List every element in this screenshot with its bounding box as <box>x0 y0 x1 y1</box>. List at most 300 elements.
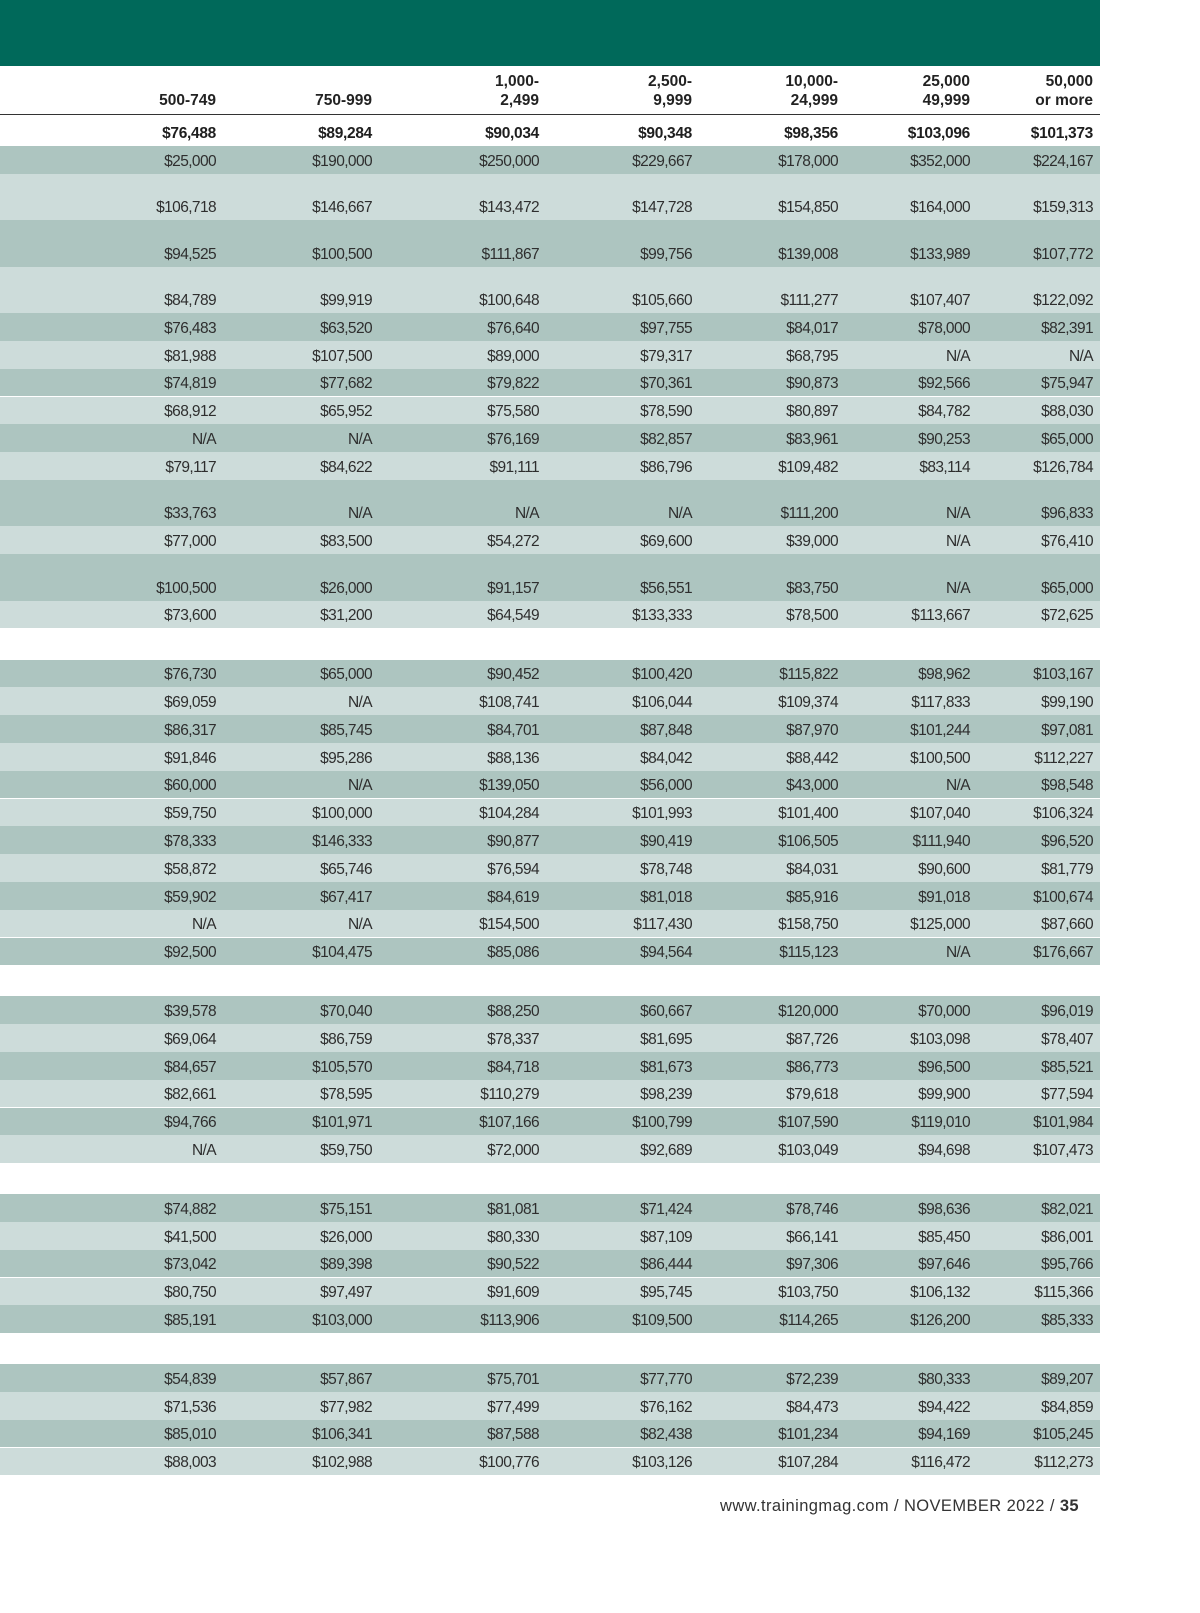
table-cell: $105,245 <box>1033 1426 1093 1444</box>
table-row <box>0 743 1100 771</box>
table-cell: $85,333 <box>1041 1312 1093 1330</box>
table-cell: $98,636 <box>918 1200 970 1218</box>
table-cell: $78,337 <box>487 1030 539 1048</box>
table-cell: $139,050 <box>479 777 539 795</box>
table-cell: $69,059 <box>164 694 216 712</box>
table-cell: $126,784 <box>1033 458 1093 476</box>
table-cell: $100,799 <box>632 1114 692 1132</box>
table-cell: $97,646 <box>918 1256 970 1274</box>
table-cell: $107,473 <box>1033 1142 1093 1160</box>
table-cell: $84,657 <box>164 1058 216 1076</box>
table-cell: $82,021 <box>1041 1200 1093 1218</box>
table-cell: $109,374 <box>778 694 838 712</box>
table-cell: N/A <box>514 505 539 523</box>
table-cell: $89,398 <box>320 1256 372 1274</box>
table-cell: $126,200 <box>910 1312 970 1330</box>
table-cell: $229,667 <box>632 152 692 170</box>
table-cell: $75,151 <box>320 1200 372 1218</box>
table-cell: $107,500 <box>312 347 372 365</box>
table-cell: $146,667 <box>312 199 372 217</box>
table-cell: $69,600 <box>640 533 692 551</box>
table-cell: $81,779 <box>1041 860 1093 878</box>
table-cell: $57,867 <box>320 1370 372 1388</box>
table-cell: $115,123 <box>779 944 838 962</box>
table-cell: $76,730 <box>164 666 216 684</box>
table-cell: $91,111 <box>489 458 539 476</box>
column-header-line: 10,000- <box>785 73 838 90</box>
table-cell: $111,940 <box>912 833 970 851</box>
table-cell: N/A <box>347 505 372 523</box>
column-header <box>698 72 838 110</box>
table-cell: N/A <box>945 777 970 795</box>
table-row <box>0 826 1100 854</box>
table-cell: $59,750 <box>164 805 216 823</box>
table-cell: $77,770 <box>640 1370 692 1388</box>
table-cell: $103,098 <box>910 1030 970 1048</box>
table-cell: $107,040 <box>910 805 970 823</box>
table-cell: $115,366 <box>1034 1284 1093 1302</box>
table-cell: $64,549 <box>487 607 539 625</box>
table-cell: $65,000 <box>320 666 372 684</box>
table-cell: $78,595 <box>320 1086 372 1104</box>
table-cell: $85,916 <box>786 888 838 906</box>
table-row <box>0 1024 1100 1052</box>
table-row <box>0 554 1100 601</box>
table-cell: $75,580 <box>487 403 539 421</box>
table-row <box>0 1250 1100 1278</box>
table-cell: $71,424 <box>640 1200 692 1218</box>
table-cell: $78,333 <box>164 833 216 851</box>
table-cell: $122,092 <box>1033 292 1093 310</box>
table-cell: $98,356 <box>784 124 838 142</box>
table-cell: $103,167 <box>1033 666 1093 684</box>
column-header-line: or more <box>1035 92 1093 109</box>
table-cell: $68,912 <box>164 403 216 421</box>
table-cell: $143,472 <box>479 199 539 217</box>
table-cell: $59,902 <box>164 888 216 906</box>
table-cell: $54,272 <box>487 533 539 551</box>
table-cell: $78,748 <box>640 860 692 878</box>
table-cell: $104,475 <box>312 944 372 962</box>
table-cell: $147,728 <box>632 199 692 217</box>
table-cell: $88,030 <box>1041 403 1093 421</box>
table-cell: $77,682 <box>320 375 372 393</box>
table-cell: $178,000 <box>778 152 838 170</box>
table-row <box>0 267 1100 314</box>
table-cell: $106,324 <box>1033 805 1093 823</box>
table-row <box>0 174 1100 221</box>
table-cell: $56,000 <box>640 777 692 795</box>
table-cell: $97,081 <box>1041 721 1093 739</box>
table-cell: $107,772 <box>1033 245 1093 263</box>
table-cell: $68,795 <box>786 347 838 365</box>
table-cell: $78,500 <box>786 607 838 625</box>
table-cell: N/A <box>945 505 970 523</box>
table-row <box>0 910 1100 938</box>
table-cell: $84,619 <box>487 888 539 906</box>
table-cell: $84,031 <box>786 860 838 878</box>
table-cell: $106,718 <box>156 199 216 217</box>
table-row <box>0 1420 1100 1448</box>
table-cell: $84,701 <box>487 721 539 739</box>
table-cell: $101,993 <box>632 805 692 823</box>
table-cell: N/A <box>1068 347 1093 365</box>
table-cell: $95,766 <box>1041 1256 1093 1274</box>
table-cell: $107,284 <box>778 1454 838 1472</box>
table-row <box>0 799 1100 827</box>
table-cell: $95,745 <box>640 1284 692 1302</box>
table-row <box>0 1080 1100 1108</box>
column-header <box>232 91 372 110</box>
table-row <box>0 424 1100 452</box>
table-cell: $95,286 <box>320 749 372 767</box>
table-row <box>0 601 1100 629</box>
table-cell: $31,200 <box>320 607 372 625</box>
table-cell: $77,982 <box>320 1398 372 1416</box>
table-cell: N/A <box>347 916 372 934</box>
table-cell: $100,420 <box>632 666 692 684</box>
table-cell: $86,317 <box>164 721 216 739</box>
table-cell: $80,750 <box>164 1284 216 1302</box>
table-cell: $97,755 <box>640 319 692 337</box>
table-cell: $117,430 <box>633 916 692 934</box>
table-cell: $103,126 <box>632 1454 692 1472</box>
table-row <box>0 1135 1100 1163</box>
table-cell: $41,500 <box>164 1228 216 1246</box>
table-cell: $111,867 <box>481 245 539 263</box>
table-cell: $70,361 <box>640 375 692 393</box>
table-cell: $94,169 <box>918 1426 970 1444</box>
table-cell: $352,000 <box>910 152 970 170</box>
table-cell: $94,525 <box>164 245 216 263</box>
table-cell: $90,419 <box>640 833 692 851</box>
table-cell: $69,064 <box>164 1030 216 1048</box>
column-header <box>830 72 970 110</box>
table-cell: N/A <box>945 579 970 597</box>
table-row <box>0 1392 1100 1420</box>
table-cell: $106,132 <box>910 1284 970 1302</box>
column-header <box>76 91 216 110</box>
table-cell: $81,018 <box>640 888 692 906</box>
table-cell: $103,750 <box>778 1284 838 1302</box>
table-cell: $90,600 <box>918 860 970 878</box>
table-cell: $85,745 <box>320 721 372 739</box>
table-cell: N/A <box>347 431 372 449</box>
table-cell: $39,000 <box>786 533 838 551</box>
table-cell: $98,239 <box>640 1086 692 1104</box>
table-cell: $158,750 <box>778 916 838 934</box>
table-cell: $84,017 <box>786 319 838 337</box>
table-cell: $99,919 <box>320 292 372 310</box>
table-cell: $111,277 <box>780 292 838 310</box>
table-cell: N/A <box>191 431 216 449</box>
column-header <box>552 72 692 110</box>
table-cell: $96,500 <box>918 1058 970 1076</box>
table-cell: $86,001 <box>1041 1228 1093 1246</box>
table-cell: $91,157 <box>487 579 539 597</box>
table-cell: $74,882 <box>164 1200 216 1218</box>
table-cell: $82,438 <box>640 1426 692 1444</box>
table-cell: $78,590 <box>640 403 692 421</box>
table-cell: $88,250 <box>487 1003 539 1021</box>
table-cell: $103,096 <box>907 124 970 142</box>
table-cell: $60,667 <box>640 1003 692 1021</box>
table-cell: $84,789 <box>164 292 216 310</box>
table-cell: $139,008 <box>778 245 838 263</box>
table-row <box>0 1448 1100 1476</box>
table-cell: $84,473 <box>786 1398 838 1416</box>
table-row <box>0 369 1100 397</box>
table-cell: $88,003 <box>164 1454 216 1472</box>
table-cell: $89,284 <box>318 124 372 142</box>
table-cell: $76,169 <box>487 431 539 449</box>
table-cell: $103,049 <box>778 1142 838 1160</box>
table-cell: $96,520 <box>1041 833 1093 851</box>
table-cell: $98,548 <box>1041 777 1093 795</box>
table-cell: N/A <box>347 694 372 712</box>
table-cell: $79,317 <box>640 347 692 365</box>
table-cell: $87,970 <box>786 721 838 739</box>
table-cell: $224,167 <box>1033 152 1093 170</box>
table-row <box>0 996 1100 1024</box>
table-cell: $76,640 <box>487 319 539 337</box>
column-header-line: 9,999 <box>653 92 692 109</box>
table-cell: $91,018 <box>918 888 970 906</box>
table-cell: $113,906 <box>480 1312 539 1330</box>
column-header-line: 24,999 <box>790 92 838 109</box>
table-cell: $84,782 <box>918 403 970 421</box>
table-cell: $76,483 <box>164 319 216 337</box>
column-header-line: 750-999 <box>315 92 372 109</box>
table-cell: $80,330 <box>487 1228 539 1246</box>
table-row <box>0 687 1100 715</box>
table-row <box>0 854 1100 882</box>
table-cell: $82,857 <box>640 431 692 449</box>
table-cell: $111,200 <box>780 505 838 523</box>
table-cell: $103,000 <box>312 1312 372 1330</box>
table-cell: N/A <box>191 1142 216 1160</box>
column-header-line: 1,000- <box>495 73 539 90</box>
table-cell: $75,947 <box>1041 375 1093 393</box>
table-cell: $90,034 <box>485 124 539 142</box>
table-cell: $65,952 <box>320 403 372 421</box>
table-row <box>0 452 1100 480</box>
table-cell: $90,253 <box>918 431 970 449</box>
table-cell: N/A <box>667 505 692 523</box>
table-cell: $70,000 <box>918 1003 970 1021</box>
table-row <box>0 771 1100 799</box>
table-cell: $104,284 <box>479 805 539 823</box>
table-row <box>0 1222 1100 1250</box>
table-cell: $82,391 <box>1041 319 1093 337</box>
table-cell: $72,625 <box>1041 607 1093 625</box>
table-cell: $77,499 <box>487 1398 539 1416</box>
table-cell: $65,746 <box>320 860 372 878</box>
table-row <box>0 1305 1100 1333</box>
table-cell: $87,848 <box>640 721 692 739</box>
table-row <box>0 526 1100 554</box>
table-cell: $86,759 <box>320 1030 372 1048</box>
table-cell: $100,000 <box>312 805 372 823</box>
table-row <box>0 1108 1100 1136</box>
column-header-line: 2,499 <box>500 92 539 109</box>
table-cell: $85,010 <box>164 1426 216 1444</box>
table-cell: $76,410 <box>1041 533 1093 551</box>
table-cell: $133,333 <box>632 607 692 625</box>
table-row <box>0 480 1100 527</box>
table-cell: $81,081 <box>487 1200 539 1218</box>
table-cell: $70,040 <box>320 1003 372 1021</box>
table-cell: $83,500 <box>320 533 372 551</box>
table-cell: $107,166 <box>479 1114 539 1132</box>
table-cell: $92,689 <box>640 1142 692 1160</box>
table-cell: $100,648 <box>479 292 539 310</box>
table-cell: $99,190 <box>1041 694 1093 712</box>
table-cell: $190,000 <box>312 152 372 170</box>
table-cell: $66,141 <box>786 1228 838 1246</box>
table-cell: $85,450 <box>918 1228 970 1246</box>
page-number: 35 <box>1059 1497 1079 1515</box>
table-cell: N/A <box>191 916 216 934</box>
table-cell: $43,000 <box>786 777 838 795</box>
table-cell: $154,850 <box>778 199 838 217</box>
table-cell: $89,207 <box>1041 1370 1093 1388</box>
table-cell: $100,776 <box>479 1454 539 1472</box>
table-cell: $106,044 <box>632 694 692 712</box>
column-header-line: 2,500- <box>648 73 692 90</box>
table-cell: N/A <box>945 347 970 365</box>
table-cell: $65,000 <box>1041 431 1093 449</box>
table-row <box>0 313 1100 341</box>
table-cell: $67,417 <box>320 888 372 906</box>
table-cell: $39,578 <box>164 1003 216 1021</box>
table-cell: $105,570 <box>312 1058 372 1076</box>
table-cell: $107,590 <box>778 1114 838 1132</box>
table-cell: $84,042 <box>640 749 692 767</box>
table-cell: $88,442 <box>786 749 838 767</box>
table-cell: $109,500 <box>632 1312 692 1330</box>
table-cell: $80,897 <box>786 403 838 421</box>
table-cell: $92,566 <box>918 375 970 393</box>
table-cell: $33,763 <box>164 505 216 523</box>
table-cell: $26,000 <box>320 1228 372 1246</box>
table-cell: $114,265 <box>779 1312 838 1330</box>
table-cell: $81,695 <box>640 1030 692 1048</box>
table-cell: $58,872 <box>164 860 216 878</box>
table-cell: $92,500 <box>164 944 216 962</box>
table-cell: $56,551 <box>640 579 692 597</box>
table-cell: $159,313 <box>1033 199 1093 217</box>
table-row <box>0 1194 1100 1222</box>
table-row <box>0 220 1100 267</box>
table-cell: $86,796 <box>640 458 692 476</box>
table-cell: $75,701 <box>487 1370 539 1388</box>
table-cell: $115,822 <box>779 666 838 684</box>
table-cell: $112,273 <box>1034 1454 1093 1472</box>
table-cell: $83,114 <box>919 458 970 476</box>
table-cell: $108,741 <box>479 694 539 712</box>
table-cell: $106,341 <box>312 1426 372 1444</box>
table-cell: $101,373 <box>1030 124 1093 142</box>
table-cell: $102,988 <box>312 1454 372 1472</box>
table-cell: $100,674 <box>1033 888 1093 906</box>
table-cell: $98,962 <box>918 666 970 684</box>
table-cell: $89,000 <box>487 347 539 365</box>
footer-site: www.trainingmag.com / NOVEMBER 2022 / <box>720 1497 1060 1515</box>
table-cell: $63,520 <box>320 319 372 337</box>
column-header-line: 25,000 <box>922 73 970 90</box>
table-cell: $116,472 <box>911 1454 970 1472</box>
table-cell: $119,010 <box>911 1114 970 1132</box>
table-cell: $73,600 <box>164 607 216 625</box>
header-banner <box>0 0 1100 66</box>
table-cell: $80,333 <box>918 1370 970 1388</box>
table-row <box>0 938 1100 966</box>
table-cell: $59,750 <box>320 1142 372 1160</box>
table-cell: $96,833 <box>1041 505 1093 523</box>
table-cell: $109,482 <box>778 458 838 476</box>
table-cell: $84,859 <box>1041 1398 1093 1416</box>
table-cell: $77,594 <box>1041 1086 1093 1104</box>
table-cell: $85,086 <box>487 944 539 962</box>
table-cell: $112,227 <box>1034 749 1093 767</box>
table-cell: $78,746 <box>786 1200 838 1218</box>
table-cell: $100,500 <box>312 245 372 263</box>
table-cell: $72,239 <box>786 1370 838 1388</box>
table-cell: $101,244 <box>910 721 970 739</box>
table-cell: $26,000 <box>320 579 372 597</box>
table-cell: $106,505 <box>778 833 838 851</box>
table-row <box>0 397 1100 425</box>
table-row <box>0 882 1100 910</box>
table-cell: $78,000 <box>918 319 970 337</box>
table-cell: $83,961 <box>786 431 838 449</box>
table-cell: $154,500 <box>479 916 539 934</box>
column-header-line: 500-749 <box>159 92 216 109</box>
table-cell: $99,756 <box>640 245 692 263</box>
table-cell: $72,000 <box>487 1142 539 1160</box>
table-row <box>0 1052 1100 1080</box>
table-cell: N/A <box>945 944 970 962</box>
table-cell: $76,488 <box>162 124 216 142</box>
table-cell: $94,564 <box>640 944 692 962</box>
table-cell: $94,422 <box>918 1398 970 1416</box>
table-cell: $97,497 <box>320 1284 372 1302</box>
table-cell: $133,989 <box>910 245 970 263</box>
table-cell: $120,000 <box>778 1003 838 1021</box>
table-cell: $90,522 <box>487 1256 539 1274</box>
table-cell: $94,766 <box>164 1114 216 1132</box>
column-header-line: 50,000 <box>1045 73 1093 90</box>
table-cell: $87,726 <box>786 1030 838 1048</box>
table-row <box>0 146 1100 174</box>
table-cell: $97,306 <box>786 1256 838 1274</box>
table-cell: $87,588 <box>487 1426 539 1444</box>
table-cell: $74,819 <box>164 375 216 393</box>
table-cell: $91,846 <box>164 749 216 767</box>
table-cell: $90,348 <box>638 124 692 142</box>
table-cell: $60,000 <box>164 777 216 795</box>
table-row <box>0 1364 1100 1392</box>
table-cell: $100,500 <box>156 579 216 597</box>
table-cell: $65,000 <box>1041 579 1093 597</box>
table-cell: $81,673 <box>640 1058 692 1076</box>
column-header <box>953 72 1093 110</box>
table-cell: $73,042 <box>164 1256 216 1274</box>
table-cell: $107,407 <box>910 292 970 310</box>
table-cell: $164,000 <box>910 199 970 217</box>
table-cell: $82,661 <box>164 1086 216 1104</box>
